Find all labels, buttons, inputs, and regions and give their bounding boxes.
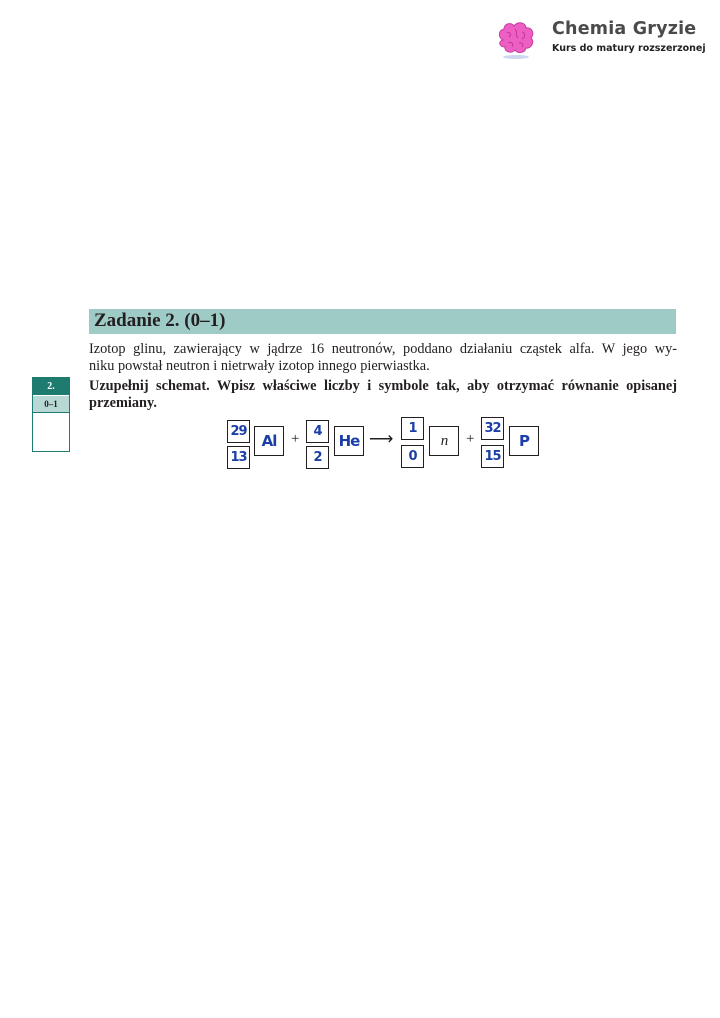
brand-title: Chemia Gryzie (552, 19, 697, 39)
n-symbol: n (440, 432, 448, 449)
instruction-line-1: Uzupełnij schemat. Wpisz właściwe liczby i symbole tak, aby otrzymać równanie opisanej (89, 378, 677, 394)
plus-sign-2: + (466, 431, 475, 447)
he-mass: 4 (313, 424, 322, 439)
al-atomic-box[interactable] (227, 446, 250, 469)
reaction-scheme (226, 416, 546, 472)
he-mass-box[interactable] (306, 420, 329, 443)
n-mass: 1 (408, 421, 417, 436)
task-instruction (89, 378, 677, 412)
task-points: 0–1 (33, 395, 69, 413)
task-number: 2. (33, 378, 69, 395)
al-symbol: Al (261, 432, 277, 450)
n-mass-box[interactable] (401, 417, 424, 440)
n-atomic-box[interactable] (401, 445, 424, 468)
al-symbol-box[interactable] (254, 426, 284, 456)
task-intro (89, 341, 677, 375)
instruction-line-2: przemiany. (89, 395, 157, 411)
al-atomic: 13 (230, 450, 247, 465)
p-mass-box[interactable] (481, 417, 504, 440)
p-atomic-box[interactable] (481, 445, 504, 468)
brand-logo (495, 18, 705, 64)
plus-sign-1: + (291, 431, 300, 447)
brain-icon (495, 20, 537, 60)
score-box (32, 377, 70, 452)
p-symbol: P (519, 432, 529, 450)
p-symbol-box[interactable] (509, 426, 539, 456)
al-mass-box[interactable] (227, 420, 250, 443)
n-symbol-box (429, 426, 459, 456)
task-title: Zadanie 2. (0–1) (94, 310, 226, 331)
p-atomic: 15 (484, 449, 501, 464)
he-symbol: He (338, 432, 360, 450)
p-mass: 32 (484, 421, 501, 436)
task-header (89, 309, 676, 334)
intro-line-2: niku powstał neutron i nietrwały izotop innego pierwiastka. (89, 358, 430, 374)
n-atomic: 0 (408, 449, 417, 464)
he-symbol-box[interactable] (334, 426, 364, 456)
al-mass: 29 (230, 424, 247, 439)
intro-line-1: Izotop glinu, zawierający w jądrze 16 neutronów, poddano działaniu cząstek alfa. W jego wy- (89, 341, 677, 357)
he-atomic-box[interactable] (306, 446, 329, 469)
he-atomic: 2 (313, 450, 322, 465)
reaction-arrow: ⟶ (369, 429, 394, 448)
brand-subtitle: Kurs do matury rozszerzonej (552, 43, 706, 54)
